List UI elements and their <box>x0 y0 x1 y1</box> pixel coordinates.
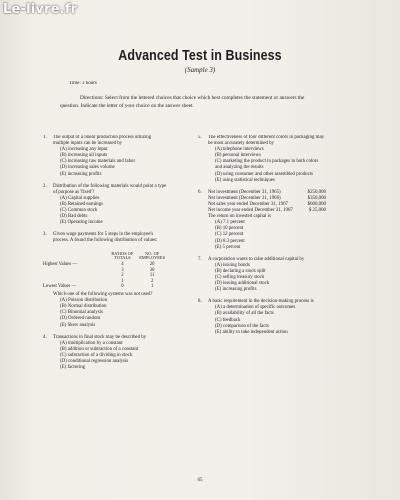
table-cell: Highest Values — <box>43 262 78 268</box>
answer-option: (C) subtraction of a dividing in stock <box>60 352 133 358</box>
question-text: The output of a linear production process utilizing multiple inputs can be increased by <box>53 135 152 147</box>
table-row <box>43 284 167 290</box>
left-column <box>43 135 167 377</box>
answer-option: (A) telephone interviews <box>215 147 264 153</box>
question-item <box>198 135 326 184</box>
table-cell: 20 <box>149 262 155 268</box>
answer-option: (A) a determination of specific outcomes <box>215 305 296 311</box>
amount-value: $600,000 <box>307 201 326 207</box>
amount-label: Net sales year ended December 31, 1967 <box>208 201 288 207</box>
table-header: RATIOS OF TOTALS <box>111 250 134 261</box>
answer-option: (A) issuing bonds <box>215 262 250 268</box>
answer-option: (A) increasing any input <box>60 147 108 153</box>
answer-option: (D) using consumer and other assembled products <box>215 171 314 177</box>
table-cell: 2 <box>121 273 124 279</box>
answer-option: (B) addition or subtraction of a constant <box>60 346 139 352</box>
question-text: Given wage payments for 5 steps in the employee's process. A found the following distribution of values: <box>53 232 158 244</box>
amount-label: Net investment (December 31, 1966) <box>208 195 281 201</box>
table-cell: 30 <box>149 267 155 273</box>
table-cell: Lowest Values — <box>43 284 77 290</box>
table-cell: 11 <box>149 273 155 279</box>
question-item <box>43 184 167 227</box>
table-cell: 0 <box>121 284 124 290</box>
answer-option: (E) 5 percent <box>215 244 241 250</box>
answer-option: (B) declaring a stock split <box>215 268 266 274</box>
answer-option: (C) feedback <box>215 317 241 323</box>
answer-option: (B) increasing all inputs <box>60 153 108 159</box>
answer-option: (C) increasing raw materials and labor <box>60 159 136 165</box>
question-item <box>198 257 326 294</box>
question-number: 7. <box>198 256 202 262</box>
table-header <box>43 251 108 263</box>
question-item <box>198 190 326 251</box>
answer-option: (D) Ordered random <box>60 316 101 322</box>
page-number: 65 <box>197 478 203 483</box>
table-cell: 3 <box>121 267 124 273</box>
table-cell: 1 <box>121 278 124 284</box>
question-item <box>43 135 167 178</box>
answer-option: (C) Binomial analysis <box>60 310 103 316</box>
question-number: 1. <box>43 135 47 140</box>
answer-option: (D) comparison of the facts <box>215 323 269 329</box>
answer-option: (D) increasing sales volume <box>60 165 115 171</box>
answer-option: (B) 10 percent <box>215 226 244 232</box>
answer-option: (A) Poisson distribution <box>60 298 108 304</box>
answer-option: (E) using statistical techniques <box>215 177 275 183</box>
right-column <box>198 135 326 342</box>
table-cell: 2 <box>150 278 154 284</box>
answer-option: (E) Operating income <box>60 220 103 226</box>
question-number: 8. <box>198 299 202 305</box>
question-text: Which one of the following systems was not used? <box>53 292 153 298</box>
table-header: NO. OF EMPLOYEES <box>139 250 166 261</box>
question-number: 4. <box>43 334 47 340</box>
question-text: Distribution of the following materials would point a type of purpose as 'fixed'? <box>53 183 167 195</box>
directions-paragraph: Directions: Select from the lettered choices that choice which best completes the statement or answers the question. Indicate the letter of your choice on the answer sheet. <box>60 95 305 109</box>
time-limit: Time: 3 hours <box>69 81 97 86</box>
answer-option: (E) ability to take independent action <box>215 329 288 335</box>
answer-option: (B) availability of all the facts <box>215 311 274 317</box>
distribution-table <box>43 251 167 291</box>
answer-option: (E) Skew analysis <box>60 322 96 328</box>
answer-option: (C) Common stock <box>60 208 98 214</box>
question-item <box>43 232 167 244</box>
answer-option: (B) Normal distribution <box>60 304 107 310</box>
answer-option: (D) Bad debts <box>60 214 88 220</box>
table-cell: 1 <box>150 284 154 290</box>
amount-label: Net investment (December 31, 1965) <box>208 189 281 195</box>
answer-option: (C) marketing the product in packages in both colors and analyzing the results <box>215 159 319 171</box>
question-number: 6. <box>198 189 202 195</box>
amount-value: $ 25,000 <box>308 208 326 214</box>
question-item <box>43 292 167 329</box>
answer-option: (A) multiplication by a constant <box>60 340 123 346</box>
question-text: The effectiveness of four different colors in packaging may be most accurately determined by <box>208 135 325 147</box>
page-subtitle: (Sample 3) <box>184 66 216 74</box>
answer-option: (D) 8.3 percent <box>215 238 245 244</box>
question-number: 2. <box>43 183 47 189</box>
table-cell: 4 <box>121 262 124 268</box>
question-text: Transactions in final stock may be described by <box>53 334 147 340</box>
question-item <box>198 299 326 336</box>
answer-option: (E) increasing profits <box>60 171 102 177</box>
answer-option: (B) personal interviews <box>215 153 261 159</box>
question-item <box>43 335 167 372</box>
answer-option: (D) issuing additional stock <box>215 281 270 287</box>
amount-label: Net income year ended December 31, 1967 <box>208 208 293 214</box>
question-text: A corporation wants to raise additional capital by <box>208 256 305 262</box>
question-text: A basic requirement in the decision-making process is <box>208 299 314 305</box>
watermark-logo: Le-livre.fr <box>3 2 78 17</box>
question-number: 5. <box>198 135 202 140</box>
amount-value: $350,000 <box>307 195 326 201</box>
answer-option: (C) 12 percent <box>215 232 244 238</box>
answer-option: (E) increasing profits <box>215 287 257 293</box>
answer-option: (A) Capital supplies <box>60 195 100 201</box>
question-text: The return on invested capital is <box>208 214 271 220</box>
answer-option: (C) selling treasury stock <box>215 274 265 280</box>
answer-option: (E) factoring <box>60 365 86 371</box>
amount-value: $250,000 <box>307 189 326 195</box>
question-number: 3. <box>43 232 47 238</box>
page-title: Advanced Test in Business <box>118 48 282 64</box>
answer-option: (B) Retained earnings <box>60 201 103 207</box>
answer-option: (A) 7.1 percent <box>215 220 245 226</box>
answer-option: (D) conditional regression analysis <box>60 359 129 364</box>
